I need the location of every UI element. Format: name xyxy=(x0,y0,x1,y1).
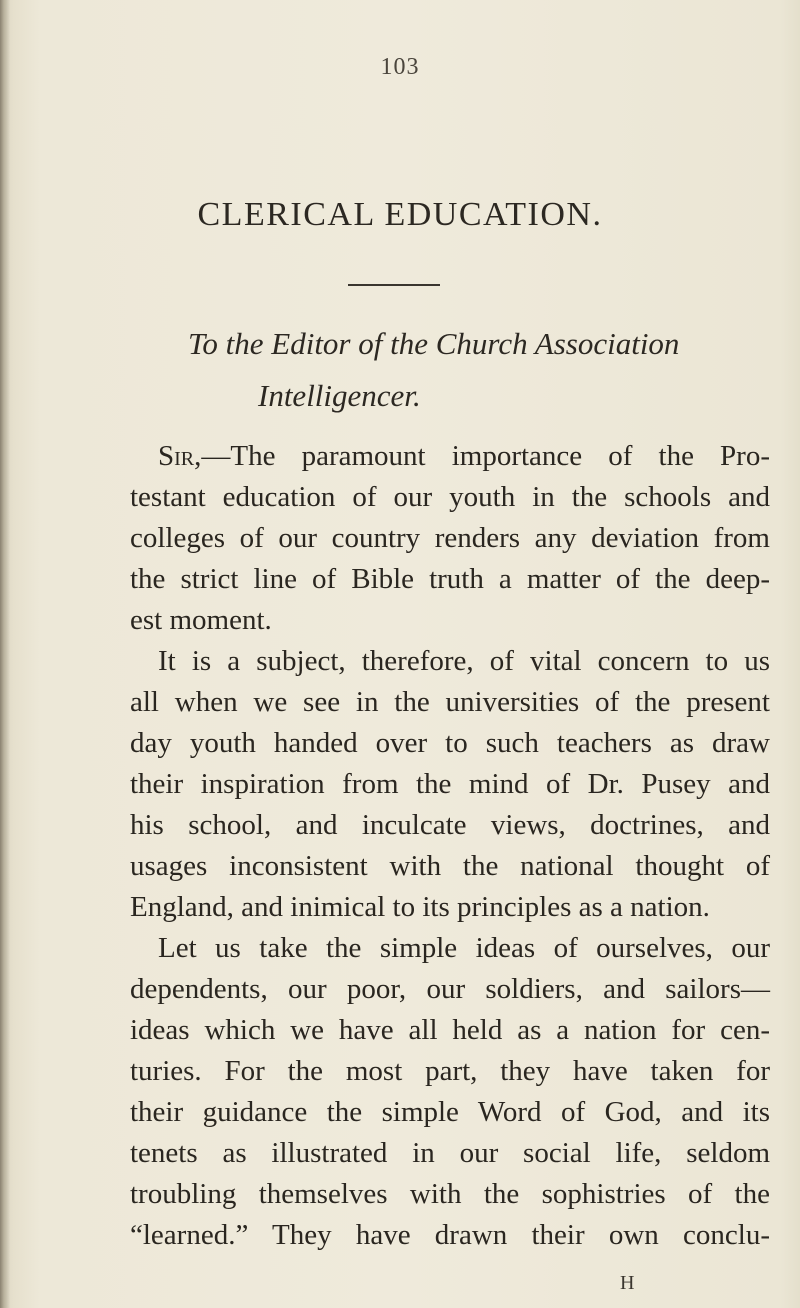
text-line xyxy=(130,436,770,477)
text-line: the strict line of Bible truth a matter of the deep- xyxy=(130,563,770,595)
text-line: all when we see in the universities of the present xyxy=(130,686,770,718)
text-line: Let us take the simple ideas of ourselves, our xyxy=(158,932,770,964)
text-line: dependents, our poor, our soldiers, and sailors— xyxy=(130,973,770,1005)
text-line-content: —The paramount importance of the Pro- xyxy=(201,440,770,472)
text-line: their inspiration from the mind of Dr. Pusey and xyxy=(130,768,770,800)
text-line: tenets as illustrated in our social life, seldom xyxy=(130,1137,770,1169)
text-line: their guidance the simple Word of God, and its xyxy=(130,1096,770,1128)
text-line: his school, and inculcate views, doctrines, and xyxy=(130,809,770,841)
text-line: est moment. xyxy=(130,604,272,636)
text-line: usages inconsistent with the national thought of xyxy=(130,850,770,882)
text-line: England, and inimical to its principles as a nation. xyxy=(130,891,710,923)
editor-address xyxy=(0,318,800,422)
text-line: testant education of our youth in the schools and xyxy=(130,481,770,513)
text-line: day youth handed over to such teachers as draw xyxy=(130,727,770,759)
text-line: “learned.” They have drawn their own conclu- xyxy=(130,1219,770,1251)
text-line: colleges of our country renders any deviation from xyxy=(130,522,770,554)
address-line-2: Intelligencer. xyxy=(258,378,421,413)
page-number: 103 xyxy=(380,54,420,80)
text-line: It is a subject, therefore, of vital concern to us xyxy=(158,645,770,677)
letter-body xyxy=(130,436,770,1256)
text-line: troubling themselves with the sophistries of the xyxy=(130,1178,770,1210)
article-title: CLERICAL EDUCATION. xyxy=(197,196,603,233)
text-line: turies. For the most part, they have taken for xyxy=(130,1055,770,1087)
text-line: ideas which we have all held as a nation for cen- xyxy=(130,1014,770,1046)
salutation: Sir, xyxy=(158,440,202,472)
address-line-1: To the Editor of the Church Association xyxy=(188,326,680,361)
title-divider xyxy=(348,284,440,286)
signature-mark: H xyxy=(620,1272,635,1294)
